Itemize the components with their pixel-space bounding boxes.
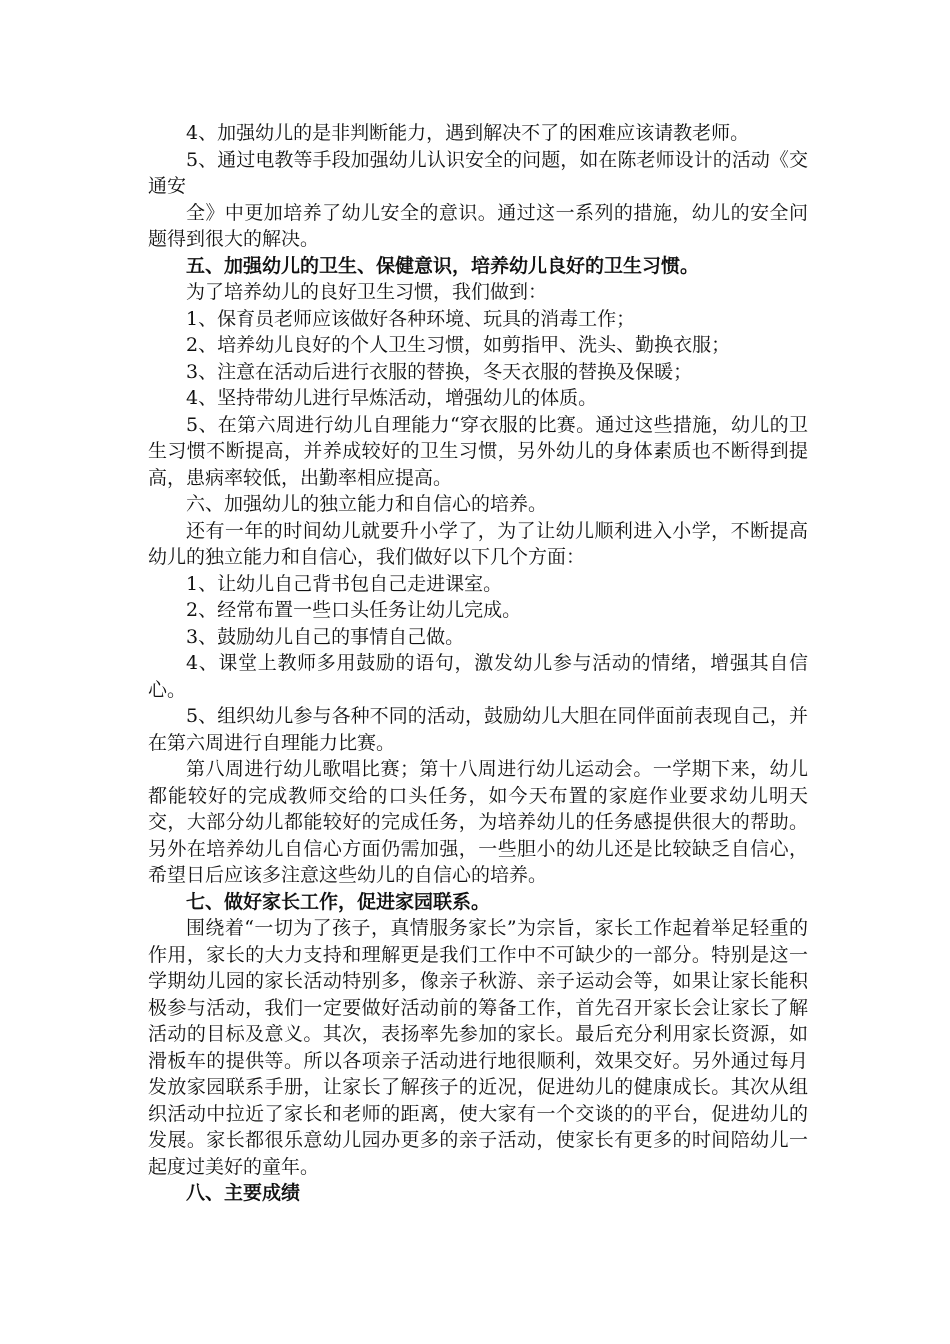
list-item: 2、培养幼儿良好的个人卫生习惯，如剪指甲、洗头、勤换衣服； <box>186 334 731 356</box>
list-item: 1、保育员老师应该做好各种环境、玩具的消毒工作； <box>186 307 636 330</box>
list-item: 1、让幼儿自己背书包自己走进课室。 <box>186 572 503 595</box>
list-item: 4、课堂上教师多用鼓励的语句，激发幼儿参与活动的情绪，增强其自信心。 <box>148 652 808 701</box>
paragraph: 围绕着“一切为了孩子，真情服务家长”为宗旨，家长工作起着举足轻重的作用，家长的大力支持和理解更是我们工作中不可缺少的一部分。特别是这一学期幼儿园的家长活动特别多，像亲子秋游、亲子运动会等，如果让家长能积极参与活动，我们一定要做好活动前的筹备工作，首先召开家长会让家长了解活动的目标及意义。其次，表扬率先参加的家长。最后充分利用家长资源，如滑板车的提供等。所以各项亲子活动进行地很顺利，效果交好。另外通过每月发放家园联系手册，让家长了解孩子的近况，促进幼儿的健康成长。其次从组织活动中拉近了家长和老师的距离，使大家有一个交谈的的平台，促进幼儿的发展。家长都很乐意幼儿园办更多的亲子活动，使家长有更多的时间陪幼儿一起度过美好的童年。 <box>148 917 808 1178</box>
paragraph: 还有一年的时间幼儿就要升小学了，为了让幼儿顺利进入小学，不断提高幼儿的独立能力和自信心，我们做好以下几个方面： <box>148 519 808 568</box>
paragraph: 4、加强幼儿的是非判断能力，遇到解决不了的困难应该请教老师。 <box>186 122 750 144</box>
section-heading: 七、做好家长工作，促进家园联系。 <box>186 890 491 913</box>
document-page <box>148 120 808 1207</box>
list-item: 3、鼓励幼儿自己的事情自己做。 <box>186 625 465 648</box>
paragraph: 第八周进行幼儿歌唱比赛；第十八周进行幼儿运动会。一学期下来，幼儿都能较好的完成教师交给的口头任务，如今天布置的家庭作业要求幼儿明天交，大部分幼儿都能较好的完成任务，为培养幼儿的任务感提供很大的帮助。另外在培养幼儿自信心方面仍需加强，一些胆小的幼儿还是比较缺乏自信心，希望日后应该多注意这些幼儿的自信心的培养。 <box>148 758 808 886</box>
paragraph: 为了培养幼儿的良好卫生习惯，我们做到： <box>186 281 548 303</box>
paragraph: 全》中更加培养了幼儿安全的意识。通过这一系列的措施，幼儿的安全问题得到很大的解决。 <box>148 201 808 250</box>
section-heading: 八、主要成绩 <box>186 1182 301 1204</box>
list-item: 5、在第六周进行幼儿自理能力“穿衣服的比赛。通过这些措施，幼儿的卫生习惯不断提高，并养成较好的卫生习惯，另外幼儿的身体素质也不断得到提高，患病率较低，出勤率相应提高。 <box>148 413 808 489</box>
paragraph: 5、通过电教等手段加强幼儿认识安全的问题，如在陈老师设计的活动《交通安 <box>148 148 808 197</box>
section-heading: 六、加强幼儿的独立能力和自信心的培养。 <box>186 493 548 515</box>
list-item: 3、注意在活动后进行衣服的替换，冬天衣服的替换及保暖； <box>186 360 693 383</box>
list-item: 5、组织幼儿参与各种不同的活动，鼓励幼儿大胆在同伴面前表现自己，并在第六周进行自理能力比赛。 <box>148 705 808 754</box>
list-item: 2、经常布置一些口头任务让幼儿完成。 <box>186 599 522 621</box>
section-heading: 五、加强幼儿的卫生、保健意识，培养幼儿良好的卫生习惯。 <box>186 254 700 277</box>
list-item: 4、坚持带幼儿进行早炼活动，增强幼儿的体质。 <box>186 387 598 409</box>
